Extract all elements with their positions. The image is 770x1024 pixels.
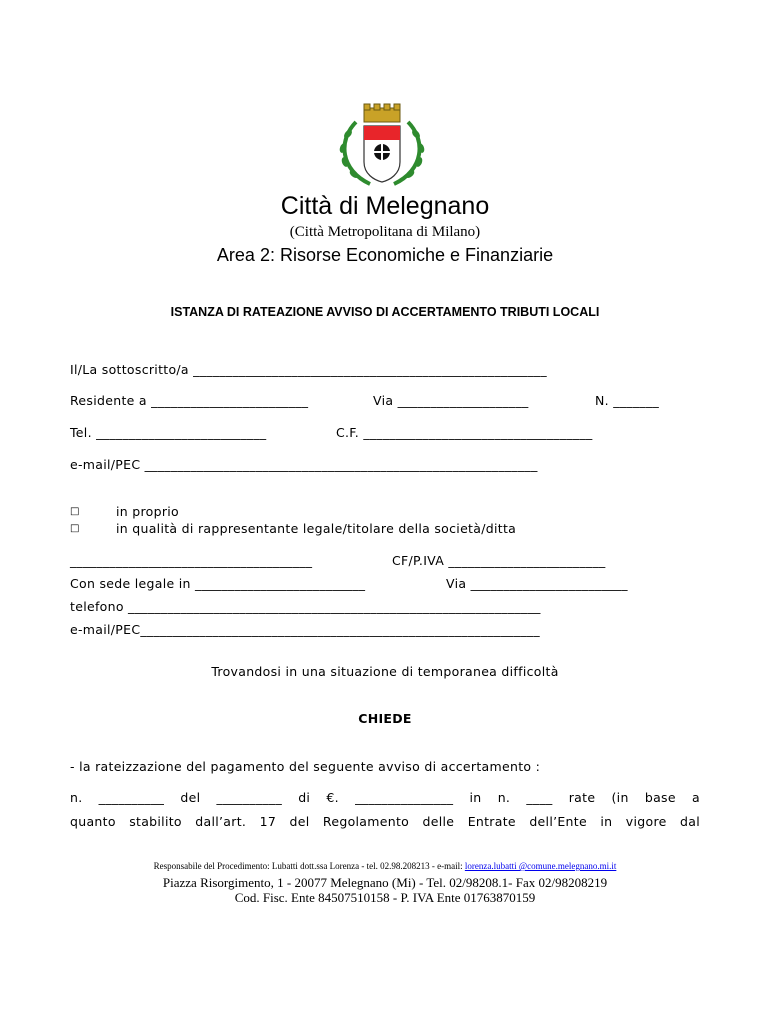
- footer-responsible-text: Responsabile del Procedimento: Lubatti dott.ssa Lorenza - tel. 02.98.208213 - e-mail:: [153, 861, 463, 871]
- residence-city-field[interactable]: Residente a ________________________: [70, 393, 309, 408]
- request-text: - la rateizzazione del pagamento del seguente avviso di accertamento :: [70, 759, 541, 774]
- footer-email-link[interactable]: lorenza.lubatti @comune.melegnano.mi.it: [464, 861, 617, 871]
- company-name-field[interactable]: _____________________________________: [70, 553, 313, 568]
- area-title: Area 2: Risorse Economiche e Finanziarie: [216, 245, 554, 265]
- email-pec-field[interactable]: e-mail/PEC ____________________________________________________________: [70, 457, 538, 472]
- company-vat-field[interactable]: CF/P.IVA ________________________: [392, 553, 606, 568]
- crown-icon: [364, 104, 400, 122]
- option-in-proprio-label: in proprio: [116, 504, 180, 519]
- phone-field[interactable]: Tel. __________________________: [70, 425, 267, 440]
- city-name: Città di Melegnano: [280, 192, 490, 220]
- company-email-field[interactable]: e-mail/PEC_____________________________________________________________: [70, 622, 540, 637]
- footer-responsible: [0, 861, 770, 871]
- company-seat-field[interactable]: Con sede legale in __________________________: [70, 576, 366, 591]
- chiede-heading: CHIEDE: [358, 711, 412, 726]
- checkbox-legal-representative[interactable]: □: [70, 523, 80, 534]
- city-coat-of-arms: [334, 100, 430, 192]
- option-legal-representative-label: in qualità di rappresentante legale/titolare della società/ditta: [116, 521, 517, 536]
- tax-code-field[interactable]: C.F. ___________________________________: [336, 425, 593, 440]
- shield-icon: [364, 126, 400, 182]
- applicant-name-field[interactable]: Il/La sottoscritto/a ______________________________________________________: [70, 362, 547, 377]
- checkbox-in-proprio[interactable]: □: [70, 506, 80, 517]
- metro-subtitle: (Città Metropolitana di Milano): [289, 224, 481, 240]
- residence-street-field[interactable]: Via ____________________: [373, 393, 529, 408]
- situation-text: Trovandosi in una situazione di temporanea difficoltà: [211, 664, 559, 679]
- company-phone-field[interactable]: telefono _______________________________________________________________: [70, 599, 541, 614]
- footer-address: Piazza Risorgimento, 1 - 20077 Melegnano (Mi) - Tel. 02/98208.1- Fax 02/98208219: [162, 875, 608, 890]
- company-street-field[interactable]: Via ________________________: [446, 576, 628, 591]
- regulation-text-line: quanto stabilito dall’art. 17 del Regolamento delle Entrate dell’Ente in vigore dal: [70, 814, 700, 829]
- footer-fiscal: Cod. Fisc. Ente 84507510158 - P. IVA Ente 01763870159: [234, 890, 536, 905]
- document-title: ISTANZA DI RATEAZIONE AVVISO DI ACCERTAMENTO TRIBUTI LOCALI: [170, 305, 600, 319]
- residence-number-field[interactable]: N. _______: [595, 393, 660, 408]
- notice-details-line[interactable]: n. __________ del __________ di €. _______________ in n. ____ rate (in base a: [70, 790, 700, 805]
